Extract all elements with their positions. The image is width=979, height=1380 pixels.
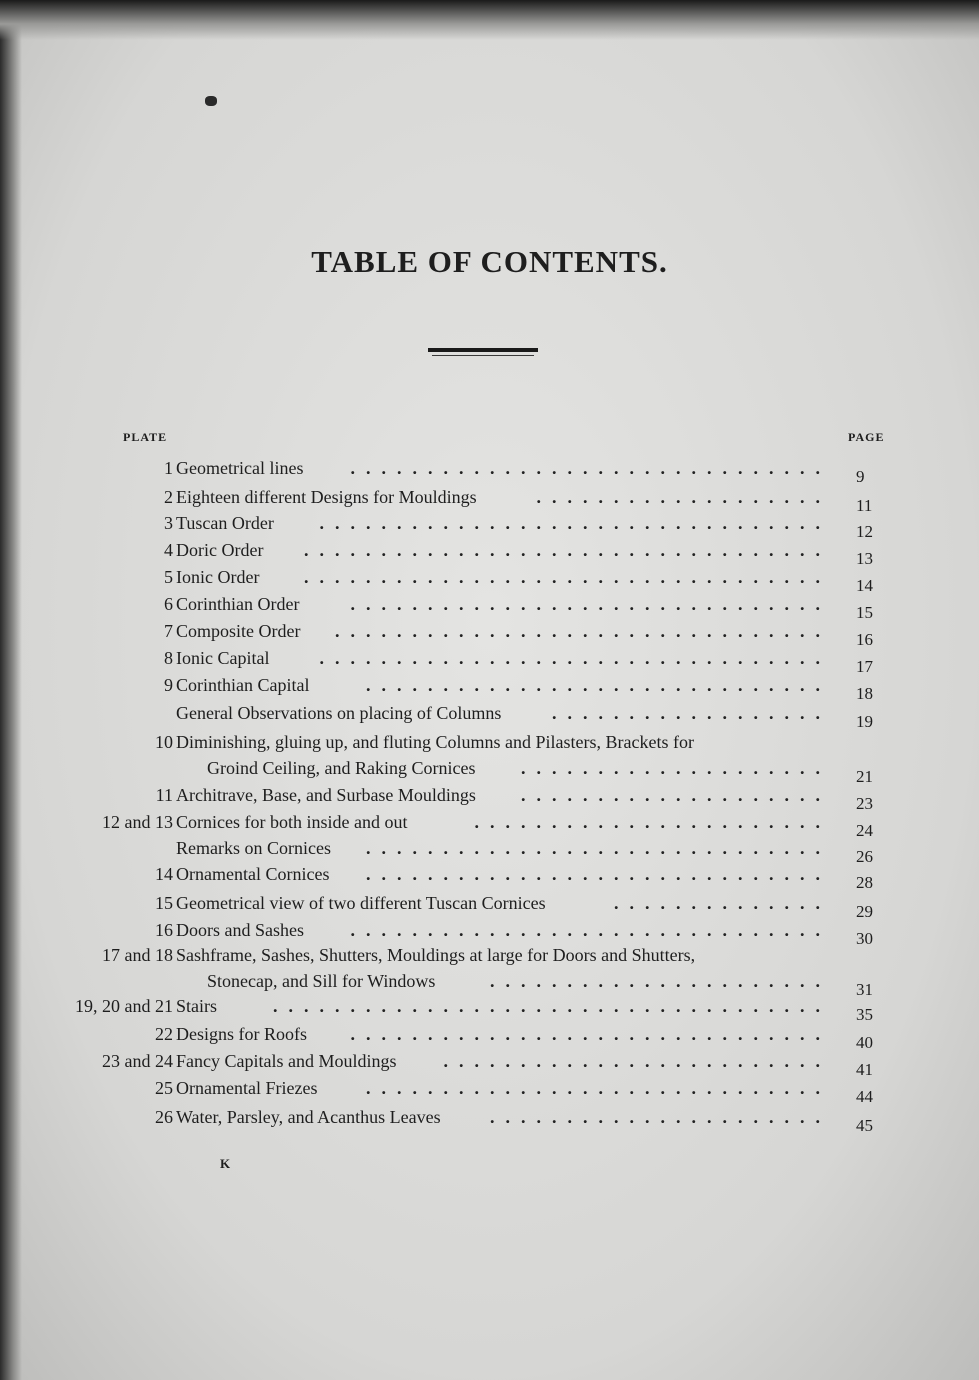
entry-title-continued: Stonecap, and Sill for Windows	[207, 971, 436, 991]
entry-title: Tuscan Order	[176, 513, 274, 533]
page-number: 9	[856, 467, 865, 486]
plate-number: 23 and 24	[102, 1051, 173, 1071]
leader-dots: ...............................	[350, 920, 831, 940]
signature-mark: K	[220, 1156, 231, 1171]
plate-number: 22	[155, 1024, 173, 1044]
page-number: 44	[856, 1087, 873, 1106]
entry-title: Remarks on Cornices	[176, 838, 331, 858]
page-number: 14	[856, 576, 873, 595]
plate-number: 6	[164, 594, 173, 614]
entry-title: Ionic Order	[176, 567, 260, 587]
leader-dots: ..............................	[366, 838, 831, 858]
leader-dots: ....................	[521, 758, 831, 778]
entry-title: Water, Parsley, and Acanthus Leaves	[176, 1107, 441, 1127]
entry-title: Corinthian Capital	[176, 675, 310, 695]
plate-number: 9	[164, 675, 173, 695]
plate-number: 14	[155, 864, 173, 884]
entry-title: Cornices for both inside and out	[176, 812, 408, 832]
page-number: 23	[856, 794, 873, 813]
page-number: 45	[856, 1116, 873, 1135]
page-number: 41	[856, 1060, 873, 1079]
leader-dots: ..............................	[366, 864, 831, 884]
entry-title: Ionic Capital	[176, 648, 270, 668]
entry-title: Fancy Capitals and Mouldings	[176, 1051, 397, 1071]
entry-title-continued: Groind Ceiling, and Raking Cornices	[207, 758, 476, 778]
leader-dots: ..............	[614, 893, 831, 913]
page-number: 15	[856, 603, 873, 622]
plate-number: 11	[155, 785, 173, 805]
plate-number: 1	[164, 458, 173, 478]
plate-number: 17 and 18	[102, 945, 173, 965]
entry-title: Sashframe, Sashes, Shutters, Mouldings at large for Doors and Shutters,	[176, 945, 696, 965]
leader-dots: ..............................	[366, 1078, 831, 1098]
page-title: TABLE OF CONTENTS.	[311, 244, 668, 279]
plate-number: 10	[155, 732, 173, 752]
plate-number: 2	[164, 487, 173, 507]
entry-title: Ornamental Cornices	[176, 864, 330, 884]
page-number: 30	[856, 929, 873, 948]
page-number: 35	[856, 1005, 873, 1024]
page-number: 24	[856, 821, 873, 840]
plate-number: 4	[164, 540, 173, 560]
leader-dots: ....................	[521, 785, 831, 805]
entry-title: Doric Order	[176, 540, 264, 560]
plate-number: 16	[155, 920, 173, 940]
entry-title: Doors and Sashes	[176, 920, 304, 940]
plate-column-header: PLATE	[123, 430, 168, 444]
entry-title: Designs for Roofs	[176, 1024, 307, 1044]
plate-number: 15	[155, 893, 173, 913]
plate-number: 7	[164, 621, 173, 641]
entry-title: Corinthian Order	[176, 594, 300, 614]
page-number: 12	[856, 522, 873, 541]
plate-number: 25	[155, 1078, 173, 1098]
plate-number: 26	[155, 1107, 173, 1127]
leader-dots: ..................	[552, 703, 831, 723]
page-number: 16	[856, 630, 873, 649]
plate-number: 12 and 13	[102, 812, 173, 832]
entry-title: Diminishing, gluing up, and fluting Columns and Pilasters, Brackets for	[176, 732, 694, 752]
entry-title: Stairs	[176, 996, 218, 1016]
page-number: 40	[856, 1033, 873, 1052]
plate-number: 3	[164, 513, 173, 533]
leader-dots: ..............................	[366, 675, 831, 695]
leader-dots: .......................	[474, 812, 831, 832]
page-number: 31	[856, 980, 873, 999]
page-number: 21	[856, 767, 873, 786]
page-number: 28	[856, 873, 873, 892]
leader-dots: ......................	[490, 971, 831, 991]
entry-title: General Observations on placing of Columns	[176, 703, 502, 723]
leader-dots: .................................	[319, 513, 831, 533]
page-number: 17	[856, 657, 873, 676]
entry-title: Ornamental Friezes	[176, 1078, 318, 1098]
plate-number: 8	[164, 648, 173, 668]
leader-dots: .................................	[319, 648, 831, 668]
entry-title: Geometrical lines	[176, 458, 304, 478]
leader-dots: ................................	[335, 621, 831, 641]
leader-dots: ..................................	[304, 540, 831, 560]
leader-dots: .........................	[443, 1051, 831, 1071]
entry-title: Eighteen different Designs for Mouldings	[176, 487, 477, 507]
entry-title: Architrave, Base, and Surbase Mouldings	[176, 785, 476, 805]
entry-title: Geometrical view of two different Tuscan Cornices	[176, 893, 546, 913]
leader-dots: ....................................	[273, 996, 831, 1016]
leader-dots: ...............................	[350, 594, 831, 614]
plate-number: 5	[164, 567, 173, 587]
leader-dots: ..................................	[304, 567, 831, 587]
page-number: 11	[856, 496, 873, 515]
page-number: 26	[856, 847, 873, 866]
leader-dots: ......................	[490, 1107, 831, 1127]
page-number: 29	[856, 902, 873, 921]
leader-dots: ...............................	[350, 458, 831, 478]
entry-title: Composite Order	[176, 621, 301, 641]
leader-dots: ...............................	[350, 1024, 831, 1044]
page-number: 19	[856, 712, 873, 731]
page-number: 18	[856, 684, 873, 703]
page-number: 13	[856, 549, 873, 568]
page-column-header: PAGE	[848, 430, 885, 444]
leader-dots: ...................	[536, 487, 831, 507]
plate-number: 19, 20 and 21	[75, 996, 173, 1016]
